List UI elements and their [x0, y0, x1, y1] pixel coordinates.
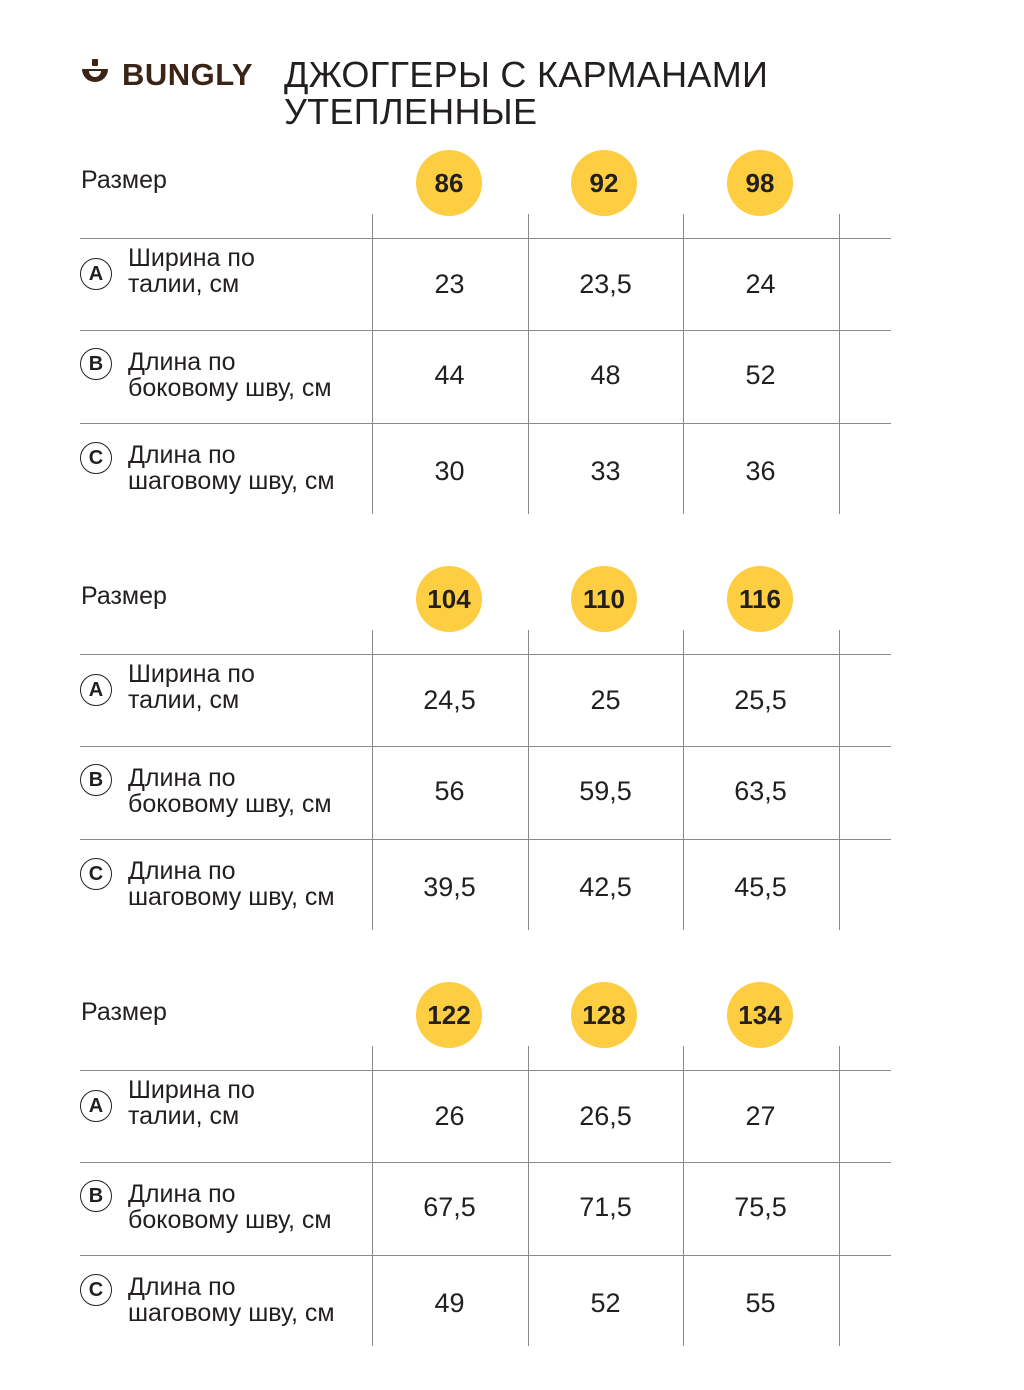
row-badge-b: B: [80, 764, 112, 796]
size-badge-98: 98: [727, 150, 793, 216]
page-title-line-1: ДЖОГГЕРЫ С КАРМАНАМИ: [284, 54, 769, 95]
size-badge-92: 92: [571, 150, 637, 216]
table-cell: 39,5: [423, 872, 476, 902]
row-label-side-seam-length: [128, 349, 378, 401]
table-cell: 52: [590, 1288, 621, 1318]
table-cell: 26: [434, 1101, 465, 1131]
table-cell: 44: [434, 360, 465, 390]
row-badge-a: A: [80, 1090, 112, 1122]
size-label: Размер: [81, 998, 167, 1026]
row-label-inseam-length: [128, 858, 378, 910]
row-badge-a: A: [80, 258, 112, 290]
size-table-1: [80, 150, 892, 510]
row-badge-b: B: [80, 348, 112, 380]
table-cell: 48: [590, 360, 621, 390]
column-divider: [839, 214, 840, 514]
row-divider: [80, 1070, 891, 1071]
row-label-line: Длина по: [128, 764, 236, 792]
column-divider: [839, 630, 840, 930]
table-cell: 67,5: [423, 1192, 476, 1222]
table-cell: 25: [590, 685, 621, 715]
row-label-line: боковому шву, см: [128, 790, 332, 818]
row-label-line: шаговому шву, см: [128, 883, 335, 911]
row-label-line: талии, см: [128, 1102, 240, 1130]
row-divider: [80, 839, 891, 840]
row-label-line: Длина по: [128, 1273, 236, 1301]
column-divider: [839, 1046, 840, 1346]
row-label-line: Длина по: [128, 1180, 236, 1208]
row-label-line: талии, см: [128, 686, 240, 714]
row-badge-c: C: [80, 442, 112, 474]
row-label-line: Ширина по: [128, 660, 255, 688]
size-badge-128: 128: [571, 982, 637, 1048]
table-cell: 56: [434, 776, 465, 806]
table-cell: 23: [434, 269, 465, 299]
row-divider: [80, 1162, 891, 1163]
row-label-side-seam-length: [128, 1181, 378, 1233]
row-label-inseam-length: [128, 442, 378, 494]
row-label-side-seam-length: [128, 765, 378, 817]
row-label-line: Длина по: [128, 441, 236, 469]
row-divider: [80, 1255, 891, 1256]
row-label-waist-width: [128, 245, 378, 297]
row-label-line: талии, см: [128, 270, 240, 298]
row-label-line: Ширина по: [128, 244, 255, 272]
row-label-waist-width: [128, 1077, 378, 1129]
table-cell: 59,5: [579, 776, 632, 806]
row-label-inseam-length: [128, 1274, 378, 1326]
table-cell: 71,5: [579, 1192, 632, 1222]
size-badge-110: 110: [571, 566, 637, 632]
table-cell: 33: [590, 456, 621, 486]
table-cell: 63,5: [734, 776, 787, 806]
row-label-line: шаговому шву, см: [128, 467, 335, 495]
row-label-line: Длина по: [128, 348, 236, 376]
row-divider: [80, 423, 891, 424]
row-divider: [80, 330, 891, 331]
size-table-3: [80, 982, 892, 1342]
table-cell: 36: [745, 456, 776, 486]
row-label-line: шаговому шву, см: [128, 1299, 335, 1327]
page-title: [284, 56, 904, 130]
table-cell: 27: [745, 1101, 776, 1131]
row-divider: [80, 746, 891, 747]
table-cell: 42,5: [579, 872, 632, 902]
row-label-line: боковому шву, см: [128, 374, 332, 402]
row-divider: [80, 654, 891, 655]
table-cell: 45,5: [734, 872, 787, 902]
table-cell: 23,5: [579, 269, 632, 299]
size-badge-86: 86: [416, 150, 482, 216]
table-cell: 49: [434, 1288, 465, 1318]
size-badge-116: 116: [727, 566, 793, 632]
table-cell: 24: [745, 269, 776, 299]
table-cell: 26,5: [579, 1101, 632, 1131]
brand-logo: [80, 58, 253, 92]
size-badge-122: 122: [416, 982, 482, 1048]
table-cell: 24,5: [423, 685, 476, 715]
table-cell: 55: [745, 1288, 776, 1318]
row-badge-a: A: [80, 674, 112, 706]
table-cell: 25,5: [734, 685, 787, 715]
page-title-line-2: УТЕПЛЕННЫЕ: [284, 91, 538, 132]
size-badge-134: 134: [727, 982, 793, 1048]
size-label: Размер: [81, 166, 167, 194]
table-cell: 75,5: [734, 1192, 787, 1222]
table-cell: 30: [434, 456, 465, 486]
row-label-line: боковому шву, см: [128, 1206, 332, 1234]
row-badge-c: C: [80, 1274, 112, 1306]
brand-name: BUNGLY: [122, 57, 254, 92]
row-label-line: Длина по: [128, 857, 236, 885]
row-badge-c: C: [80, 858, 112, 890]
row-divider: [80, 238, 891, 239]
row-label-waist-width: [128, 661, 378, 713]
bungly-smile-icon: [80, 59, 110, 91]
row-label-line: Ширина по: [128, 1076, 255, 1104]
size-badge-104: 104: [416, 566, 482, 632]
size-label: Размер: [81, 582, 167, 610]
table-cell: 52: [745, 360, 776, 390]
row-badge-b: B: [80, 1180, 112, 1212]
size-table-2: [80, 566, 892, 926]
